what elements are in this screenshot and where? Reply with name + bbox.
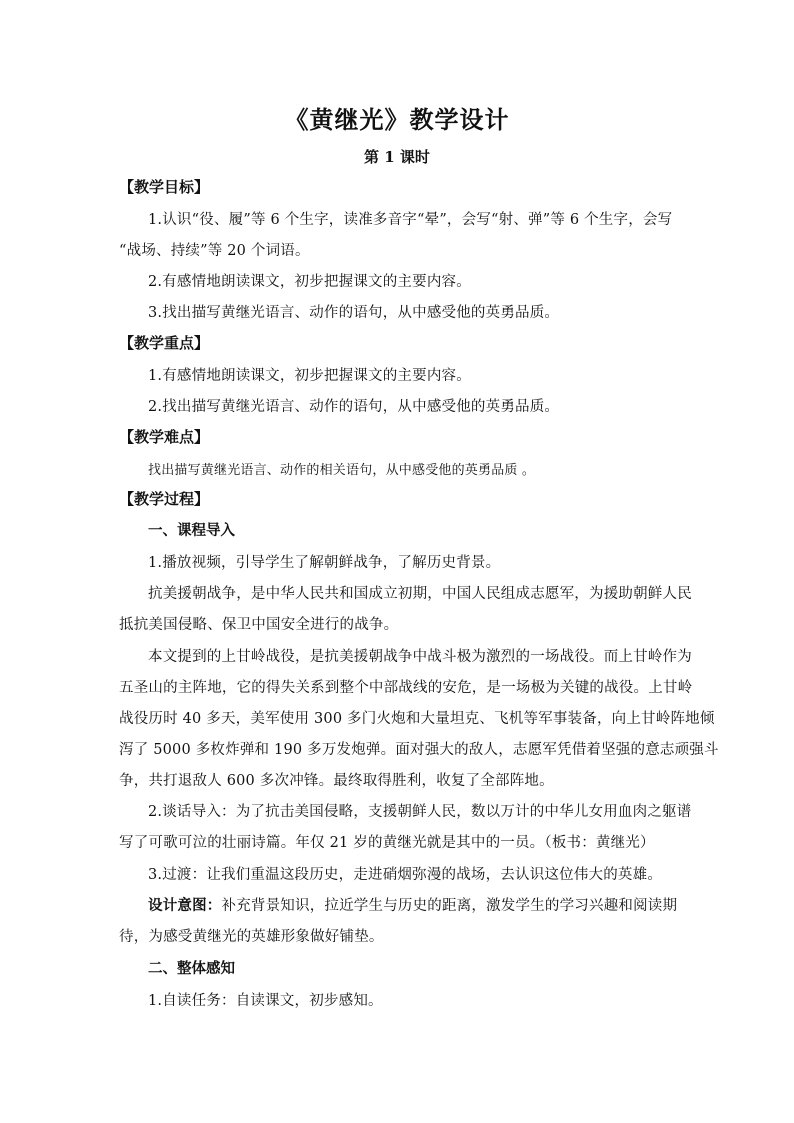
process-part-1-p4-line-1: 2.谈话导入：为了抗击美国侵略，支援朝鲜人民，数以万计的中华儿女用血肉之躯谱 — [148, 804, 692, 820]
process-part-1-p1: 1.播放视频，引导学生了解朝鲜战争，了解历史背景。 — [148, 555, 501, 571]
difficulties-item-1: 找出描写黄继光语言、动作的相关语句，从中感受他的英勇品质 。 — [148, 463, 536, 478]
process-part-2-heading: 二、整体感知 — [148, 960, 235, 977]
key-points-item-1: 1.有感情地朗读课文，初步把握课文的主要内容。 — [148, 368, 471, 384]
section-heading-goals: 【教学目标】 — [119, 178, 210, 196]
goals-item-3: 3.找出描写黄继光语言、动作的语句，从中感受他的英勇品质。 — [148, 305, 560, 321]
goals-item-2: 2.有感情地朗读课文，初步把握课文的主要内容。 — [148, 274, 471, 290]
process-part-1-p3-line-5: 争，共打退敌人 600 多次冲锋。最终取得胜利，收复了全部阵地。 — [119, 773, 554, 789]
design-intent-line-2: 待，为感受黄继光的英雄形象做好铺垫。 — [119, 929, 384, 945]
key-points-item-2: 2.找出描写黄继光语言、动作的语句，从中感受他的英勇品质。 — [148, 399, 560, 415]
goals-item-1-line-2: “战场、持续”等 20 个词语。 — [119, 243, 310, 259]
process-part-1-p3-line-1: 本文提到的上甘岭战役，是抗美援朝战争中战斗极为激烈的一场战役。而上甘岭作为 — [148, 649, 692, 665]
document-title: 《黄继光》教学设计 — [284, 105, 510, 134]
section-heading-process: 【教学过程】 — [119, 490, 210, 508]
design-intent-text: 补充背景知识，拉近学生与历史的距离，激发学生的学习兴趣和阅读期 — [221, 898, 678, 914]
design-intent-label: 设计意图： — [148, 897, 222, 914]
process-part-1-p5: 3.过渡：让我们重温这段历史，走进硝烟弥漫的战场，去认识这位伟大的英雄。 — [148, 867, 663, 883]
process-part-1-p2-line-1: 抗美援朝战争，是中华人民共和国成立初期，中国人民组成志愿军，为援助朝鲜人民 — [148, 586, 692, 602]
process-part-1-p2-line-2: 抵抗美国侵略、保卫中国安全进行的战争。 — [119, 617, 399, 633]
process-part-2-p1: 1.自读任务：自读课文，初步感知。 — [148, 993, 383, 1009]
process-part-1-p4-line-2: 写了可歌可泣的壮丽诗篇。年仅 21 岁的黄继光就是其中的一员。（板书：黄继光） — [119, 835, 655, 851]
process-part-1-p3-line-3: 战役历时 40 多天，美军使用 300 多门火炮和大量坦克、飞机等军事装备，向上甘岭阵地倾 — [119, 711, 715, 727]
lesson-subtitle: 第 1 课时 — [364, 148, 430, 166]
process-part-1-heading: 一、课程导入 — [148, 522, 235, 539]
design-intent-line-1 — [148, 894, 677, 915]
goals-item-1-line-1: 1.认识“役、履”等 6 个生字，读准多音字“晕”，会写“射、弹”等 6 个生字，会写 — [148, 212, 673, 228]
process-part-1-p3-line-2: 五圣山的主阵地，它的得失关系到整个中部战线的安危，是一场极为关键的战役。上甘岭 — [119, 680, 693, 696]
process-part-1-p3-line-4: 泻了 5000 多枚炸弹和 190 多万发炮弹。面对强大的敌人，志愿军凭借着坚强的意志顽强斗 — [119, 742, 719, 758]
section-heading-difficulties: 【教学难点】 — [119, 428, 210, 446]
section-heading-key-points: 【教学重点】 — [119, 334, 210, 352]
